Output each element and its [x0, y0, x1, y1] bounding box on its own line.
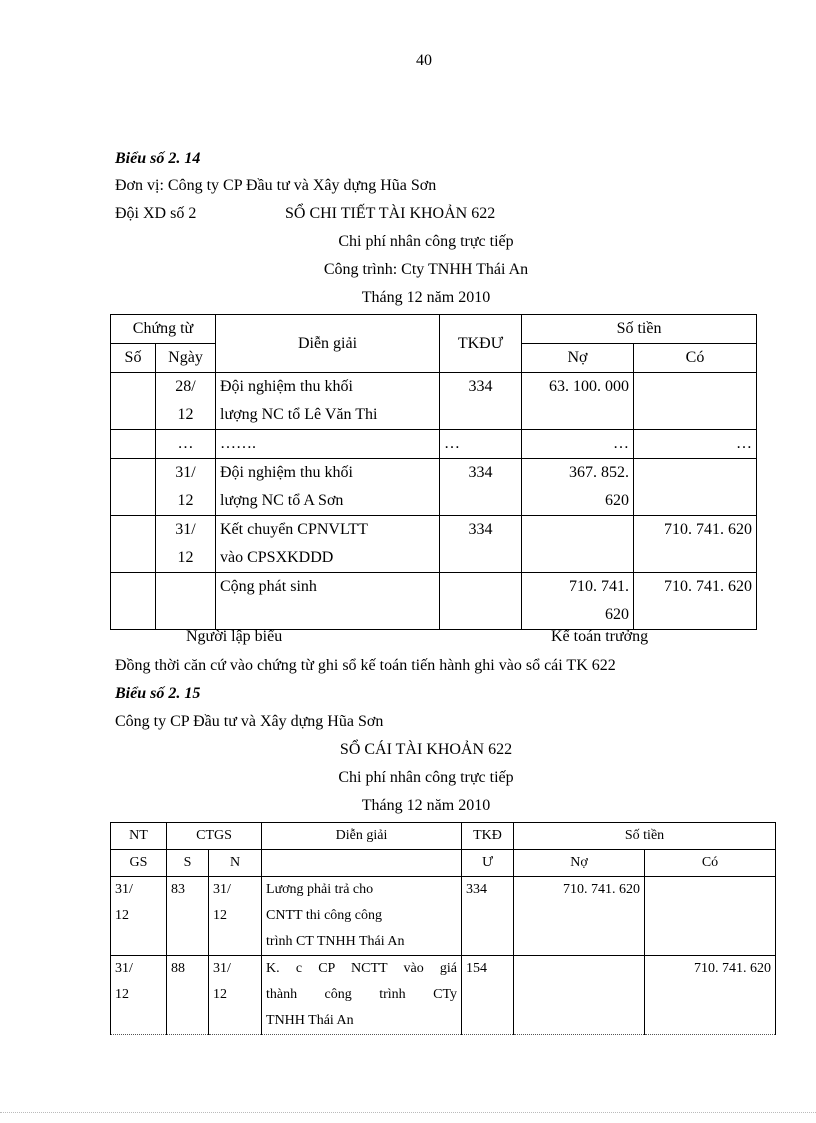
sheet1-project: Công trình: Cty TNHH Thái An	[323, 261, 529, 278]
table-row	[111, 956, 776, 1035]
header-s: S	[167, 850, 209, 877]
cell-credit: 710. 741. 620	[634, 516, 757, 573]
cell-debit: 367. 852. 620	[522, 459, 634, 516]
cell-description: Đội nghiệm thu khối lượng NC tổ A Sơn	[216, 459, 440, 516]
table-header-row	[111, 823, 776, 850]
header-debit: Nợ	[522, 344, 634, 373]
cell-account: 334	[440, 373, 522, 430]
header-description: Diễn giải	[216, 315, 440, 373]
table-row	[111, 373, 757, 430]
chief-accountant-label: Kế toán trưởng	[551, 628, 649, 645]
header-credit: Có	[634, 344, 757, 373]
cell-no	[111, 459, 156, 516]
header-debit: Nợ	[514, 850, 645, 877]
sheet1-period: Tháng 12 năm 2010	[361, 289, 491, 306]
sheet2-subtitle: Chi phí nhân công trực tiếp	[338, 769, 514, 786]
cell-credit	[634, 459, 757, 516]
header-account: TKĐ	[462, 823, 514, 850]
preparer-label: Người lập biểu	[186, 628, 283, 645]
unit-line: Đơn vị: Công ty CP Đầu tư và Xây dựng Hũa Sơn	[115, 177, 437, 194]
sheet1-label: Biểu số 2. 14	[115, 150, 201, 167]
header-ntgs: NT	[111, 823, 167, 850]
cell-credit	[634, 373, 757, 430]
cell-credit	[645, 877, 776, 956]
cell-n: 31/ 12	[209, 877, 262, 956]
cell-date: …	[156, 430, 216, 459]
cell-credit: 710. 741. 620	[645, 956, 776, 1035]
cell-debit	[522, 516, 634, 573]
table-header-row	[111, 850, 776, 877]
team-name: Đội XD số 2	[115, 205, 197, 222]
cell-n: 31/ 12	[209, 956, 262, 1035]
cell-description: K. c CP NCTT vào giá thành công trình CTy TNHH Thái An	[262, 956, 462, 1035]
detail-ledger-table	[110, 314, 757, 630]
header-amount: Số tiền	[514, 823, 776, 850]
table-header-row	[111, 315, 757, 344]
header-ntgs-b: GS	[111, 850, 167, 877]
header-account: TKĐƯ	[440, 315, 522, 373]
header-account-b: Ư	[462, 850, 514, 877]
cell-credit: 710. 741. 620	[634, 573, 757, 630]
cell-no	[111, 373, 156, 430]
header-amount: Số tiền	[522, 315, 757, 344]
cell-account: 334	[462, 877, 514, 956]
header-n: N	[209, 850, 262, 877]
table-row	[111, 877, 776, 956]
sheet2-company: Công ty CP Đầu tư và Xây dựng Hũa Sơn	[115, 713, 384, 730]
cell-credit: …	[634, 430, 757, 459]
header-no: Số	[111, 344, 156, 373]
header-description-b	[262, 850, 462, 877]
cell-description: Cộng phát sinh	[216, 573, 440, 630]
cell-date: 31/ 12	[156, 516, 216, 573]
bridge-text: Đồng thời căn cứ vào chứng từ ghi sổ kế toán tiến hành ghi vào sổ cái TK 622	[115, 657, 616, 674]
header-description: Diễn giải	[262, 823, 462, 850]
cell-s: 88	[167, 956, 209, 1035]
cell-debit	[514, 956, 645, 1035]
sheet1-title: SỔ CHI TIẾT TÀI KHOẢN 622	[285, 205, 496, 222]
cell-account	[440, 573, 522, 630]
cell-account: 334	[440, 516, 522, 573]
cell-date: 28/ 12	[156, 373, 216, 430]
cell-ntgs: 31/ 12	[111, 877, 167, 956]
cell-debit: 710. 741. 620	[514, 877, 645, 956]
header-ctgs: CTGS	[167, 823, 262, 850]
cell-date: 31/ 12	[156, 459, 216, 516]
header-credit: Có	[645, 850, 776, 877]
table-row	[111, 430, 757, 459]
cell-no	[111, 430, 156, 459]
header-date: Ngày	[156, 344, 216, 373]
cell-debit: 710. 741. 620	[522, 573, 634, 630]
page-number: 40	[416, 52, 432, 69]
cell-s: 83	[167, 877, 209, 956]
sheet2-title: SỔ CÁI TÀI KHOẢN 622	[339, 741, 513, 758]
sheet1-subtitle: Chi phí nhân công trực tiếp	[338, 233, 514, 250]
cell-debit: …	[522, 430, 634, 459]
cell-description: Lương phải trả cho CNTT thi công công trình CT TNHH Thái An	[262, 877, 462, 956]
footer-divider	[0, 1112, 816, 1113]
cell-debit: 63. 100. 000	[522, 373, 634, 430]
sheet2-period: Tháng 12 năm 2010	[361, 797, 491, 814]
sheet2-label: Biểu số 2. 15	[115, 685, 201, 702]
cell-account: 334	[440, 459, 522, 516]
cell-no	[111, 573, 156, 630]
cell-ntgs: 31/ 12	[111, 956, 167, 1035]
cell-no	[111, 516, 156, 573]
cell-account: …	[440, 430, 522, 459]
table-row	[111, 516, 757, 573]
table-total-row	[111, 573, 757, 630]
cell-description: …….	[216, 430, 440, 459]
cell-description: Kết chuyển CPNVLTT vào CPSXKDDD	[216, 516, 440, 573]
cell-account: 154	[462, 956, 514, 1035]
general-ledger-table	[110, 822, 776, 1035]
cell-description: Đội nghiệm thu khối lượng NC tổ Lê Văn Thi	[216, 373, 440, 430]
cell-date	[156, 573, 216, 630]
table-row	[111, 459, 757, 516]
header-voucher: Chứng từ	[111, 315, 216, 344]
